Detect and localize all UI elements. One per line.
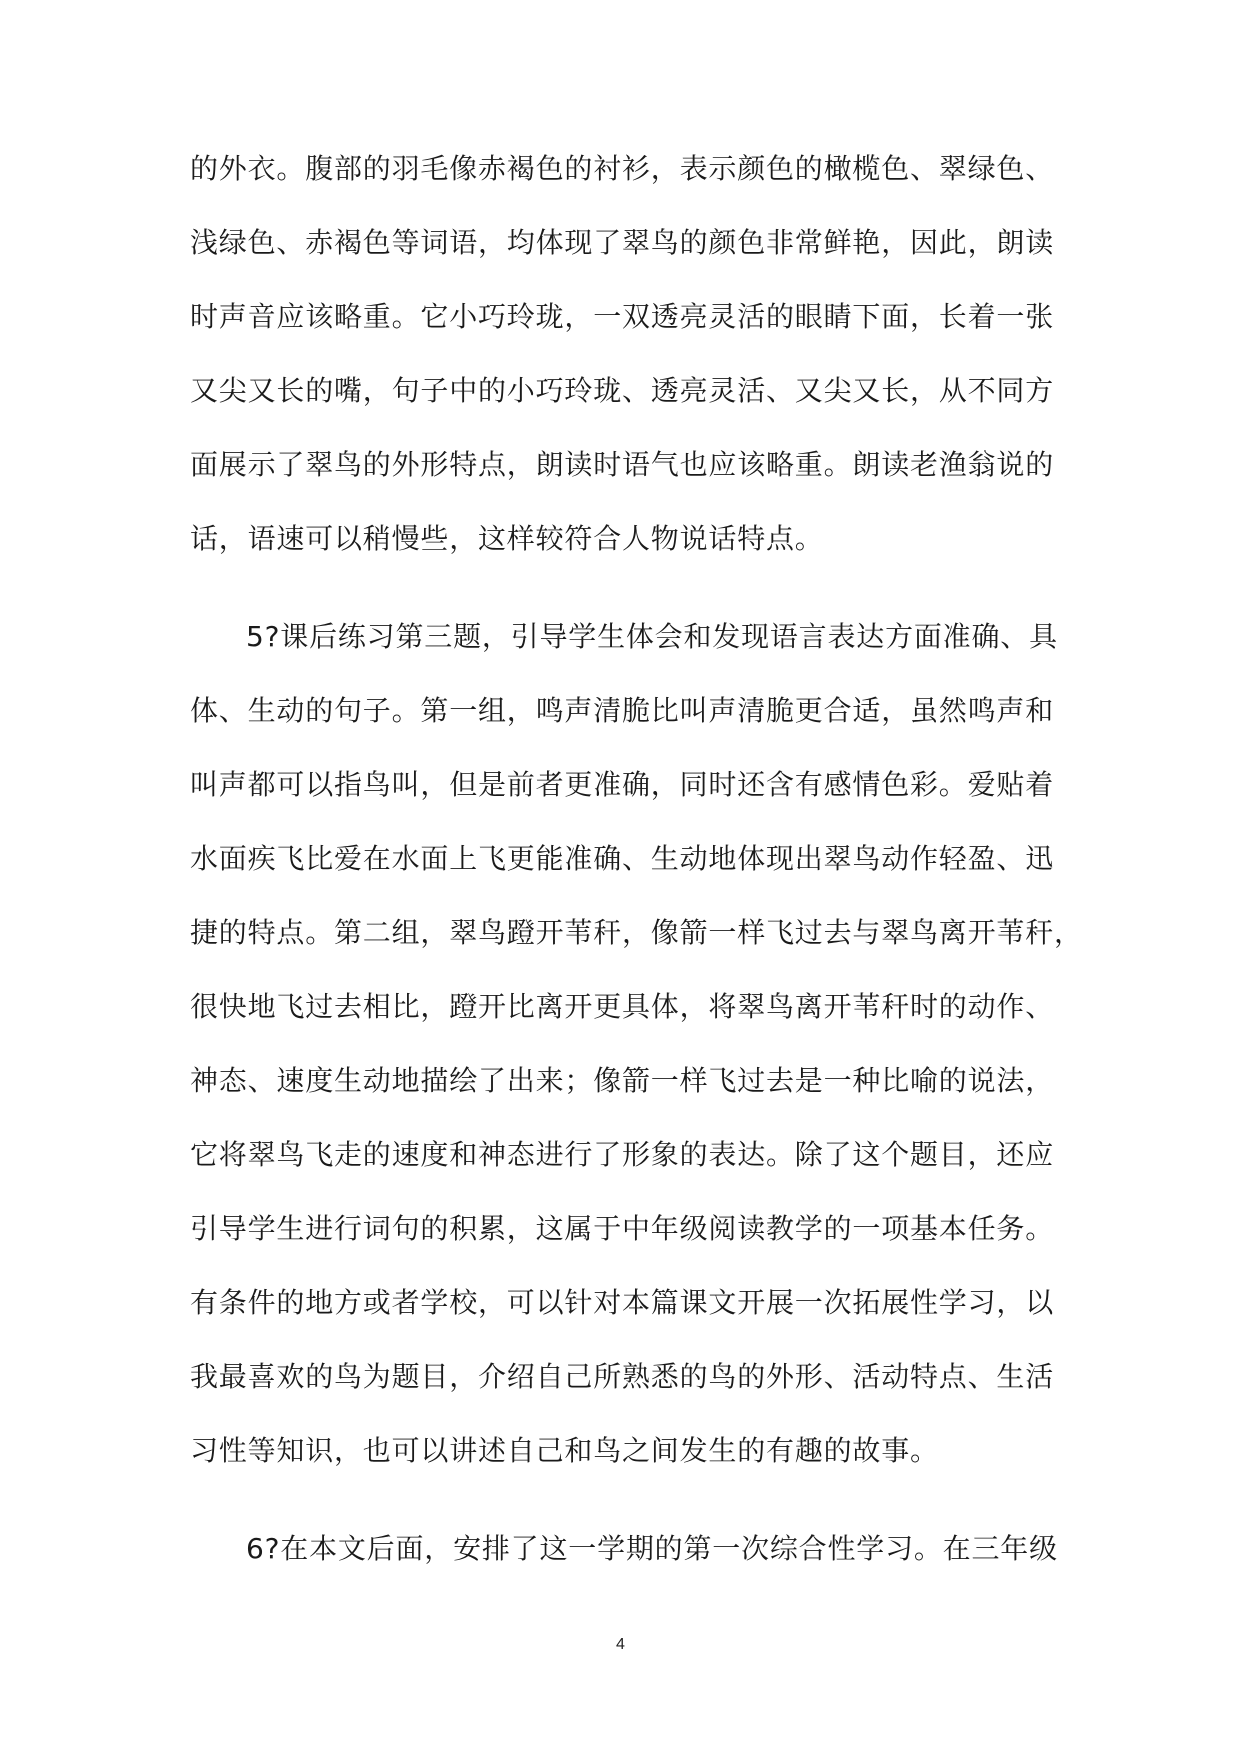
text-line: 习性等知识，也可以讲述自己和鸟之间发生的有趣的故事。 [190,1434,939,1467]
text-line: 话，语速可以稍慢些，这样较符合人物说话特点。 [190,522,824,555]
text-line: 引导学生进行词句的积累，这属于中年级阅读教学的一项基本任务。 [190,1212,1055,1245]
text-line: 又尖又长的嘴，句子中的小巧玲珑、透亮灵活、又尖又长，从不同方 [190,374,1055,407]
text-line: 有条件的地方或者学校，可以针对本篇课文开展一次拓展性学习，以 [190,1286,1055,1319]
page-number: 4 [616,1636,625,1653]
text-line: 5?课后练习第三题，引导学生体会和发现语言表达方面准确、具 [246,620,1058,653]
text-line: 的外衣。腹部的羽毛像赤褐色的衬衫，表示颜色的橄榄色、翠绿色、 [190,152,1055,185]
text-line: 神态、速度生动地描绘了出来；像箭一样飞过去是一种比喻的说法， [190,1064,1055,1097]
paragraph-1 [190,132,1070,576]
text-line: 叫声都可以指鸟叫，但是前者更准确，同时还含有感情色彩。爱贴着 [190,768,1055,801]
text-line: 很快地飞过去相比，蹬开比离开更具体，将翠鸟离开苇秆时的动作、 [190,990,1055,1023]
body-text [190,132,1083,1586]
text-line: 面展示了翠鸟的外形特点，朗读时语气也应该略重。朗读老渔翁说的 [190,448,1055,481]
text-line: 我最喜欢的鸟为题目，介绍自己所熟悉的鸟的外形、活动特点、生活 [190,1360,1055,1393]
text-line: 体、生动的句子。第一组，鸣声清脆比叫声清脆更合适，虽然鸣声和 [190,694,1055,727]
text-line: 6?在本文后面，安排了这一学期的第一次综合性学习。在三年级 [246,1532,1058,1565]
paragraph-3 [190,1512,1070,1586]
text-line: 浅绿色、赤褐色等词语，均体现了翠鸟的颜色非常鲜艳，因此，朗读 [190,226,1055,259]
paragraph-2 [190,600,1083,1488]
text-line: 捷的特点。第二组，翠鸟蹬开苇秆，像箭一样飞过去与翠鸟离开苇秆， [190,916,1083,949]
text-line: 时声音应该略重。它小巧玲珑，一双透亮灵活的眼睛下面，长着一张 [190,300,1055,333]
text-line: 它将翠鸟飞走的速度和神态进行了形象的表达。除了这个题目，还应 [190,1138,1055,1171]
text-line: 水面疾飞比爱在水面上飞更能准确、生动地体现出翠鸟动作轻盈、迅 [190,842,1055,875]
